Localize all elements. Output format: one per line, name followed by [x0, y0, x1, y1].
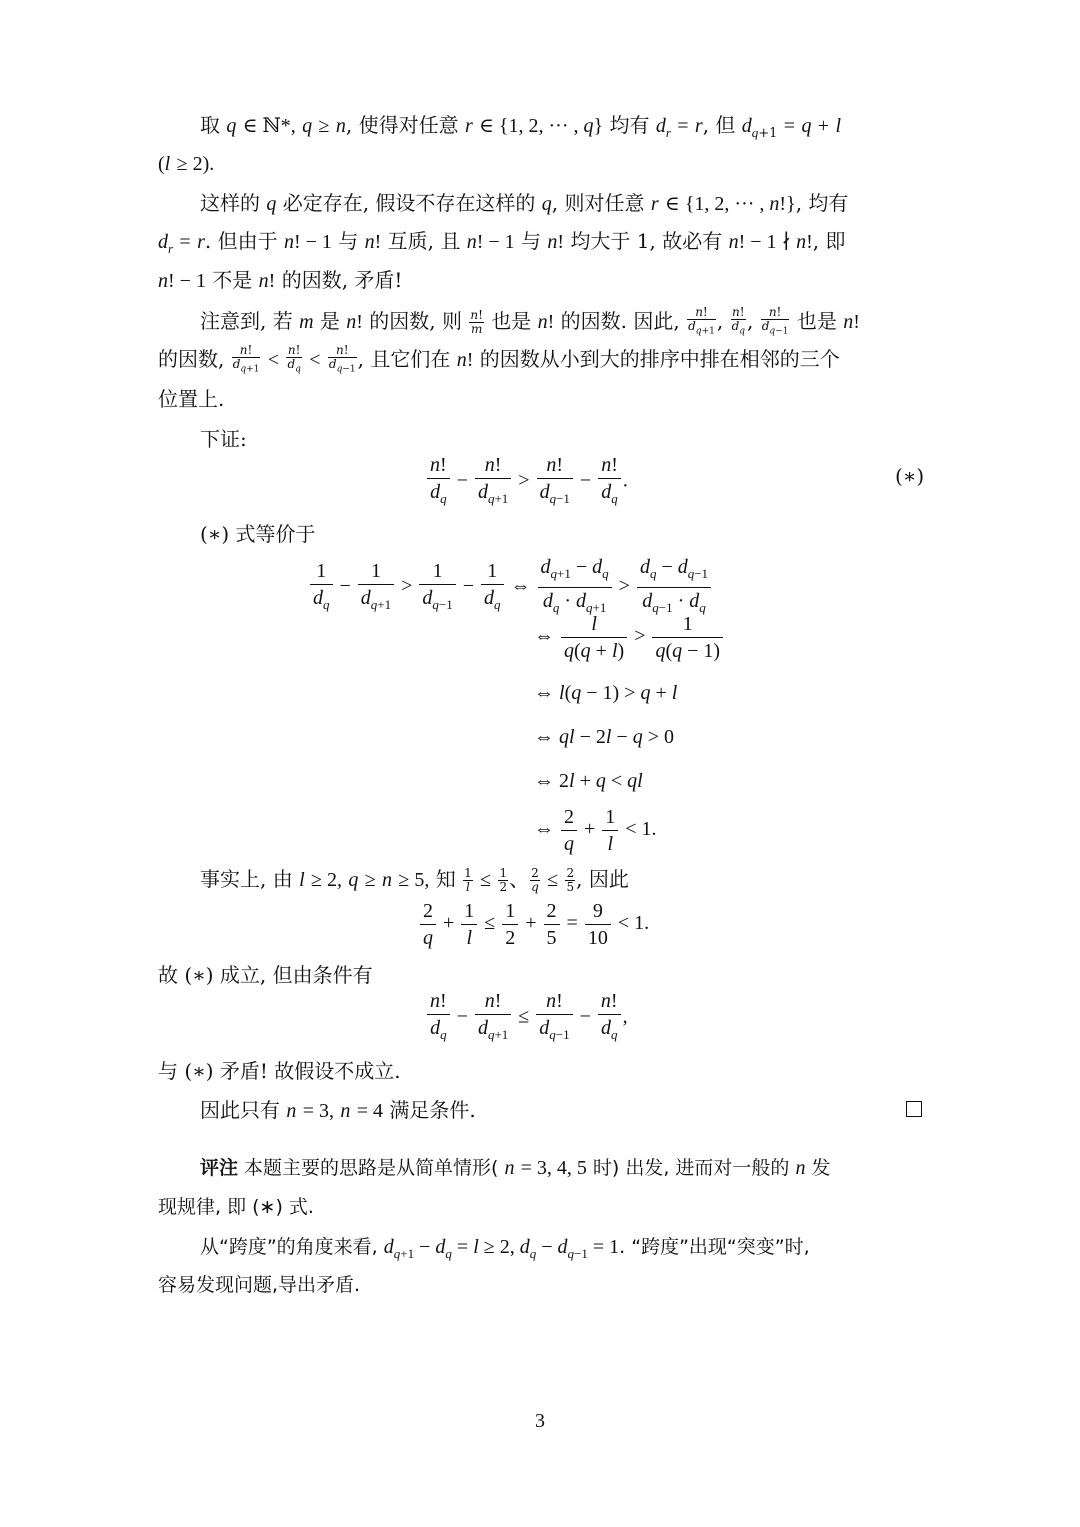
conclusion-line: 因此只有 n = 3, n = 4 满足条件.: [200, 1098, 476, 1122]
star-equivalent-label: (∗) 式等价于: [200, 522, 316, 546]
xia-zheng: 下证:: [200, 427, 247, 451]
page-number: 3: [535, 1410, 545, 1432]
para2-line1: 这样的 q 必定存在, 假设不存在这样的 q, 则对任意 r ∈ {1, 2, ··· , n!}, 均有: [200, 191, 849, 215]
fact-line: 事实上, 由 l ≥ 2, q ≥ n ≥ 5, 知 $\frac{1}{l}$ ≤ $\frac{1}{2}$ 、 $\frac{2}{q}$ ≤ $\frac{2}{5}$ , 因此: [200, 866, 629, 894]
para3-line3: 位置上.: [158, 387, 225, 411]
equiv-line2: ⇔ $\frac{l}{q(q + l)}$ > $\frac{1}{q(q - 1)}$: [534, 611, 725, 664]
equiv-line3: ⇔ l(q − 1) > q + l: [534, 682, 678, 704]
star-equation: $\frac{n!}{d_q}$ − $\frac{n!}{d_{q+1}}$ > $\frac{n!}{d_{q-1}}$ − $\frac{n!}{d_q}$ .: [425, 452, 628, 512]
fact-equation: $\frac{2}{q}$ + $\frac{1}{l}$ ≤ $\frac{1}{2}$ + $\frac{2}{5}$ = $\frac{9}{10}$ < 1.: [418, 898, 649, 951]
condition-equation: $\frac{n!}{d_q}$ − $\frac{n!}{d_{q+1}}$ ≤ $\frac{n!}{d_{q-1}}$ − $\frac{n!}{d_q}$ ,: [425, 988, 628, 1048]
para3-line2: 的因数, $\frac{n!}{d_{q+1}}$ < $\frac{n!}{d_q}$ < $\frac{n!}{d_{q-1}}$ , 且它们在 n! 的因数从小到大的排序中排在相邻的三个: [158, 343, 840, 375]
para1-line1: 取 q ∈ ℕ*, q ≥ n, 使得对任意 r ∈ {1, 2, ··· , q} 均有 $d_r = r$, 但 $d_{q+1} = q + l$: [200, 113, 841, 141]
remark-line2: 现规律, 即 (∗) 式.: [158, 1196, 314, 1218]
remark-line4: 容易发现问题,导出矛盾.: [158, 1274, 361, 1296]
equiv-line6: ⇔ $\frac{2}{q}$ + $\frac{1}{l}$ < 1.: [534, 806, 657, 855]
remark-line3: 从“跨度”的角度来看, $d_{q+1} - d_q = l \ge 2$, $d_q - d_{q-1} = 1$. “跨度”出现“突变”时,: [200, 1236, 810, 1261]
remark-line1: 评注 本题主要的思路是从简单情形( n = 3, 4, 5 时) 出发, 进而对一般的 n 发: [200, 1157, 831, 1179]
so-line: 故 (∗) 成立, 但由条件有: [158, 963, 373, 987]
equation-tag: (∗): [895, 464, 925, 488]
equiv-line1: $\frac{1}{d_q}$ − $\frac{1}{d_{q+1}}$ > $\frac{1}{d_{q-1}}$ − $\frac{1}{d_q}$ ⇔ $\frac{d_{q+1} - d_q}{d_q \cdot d_{q+1}}$ > $\frac{d_q - d_{q-1}}{d_{q-1} \cdot d_q}$: [308, 554, 713, 621]
qed-box-icon: [906, 1101, 922, 1117]
contradiction-line: 与 (∗) 矛盾! 故假设不成立.: [158, 1059, 401, 1083]
equiv-line5: ⇔ 2l + q < ql: [534, 770, 643, 792]
equiv-line4: ⇔ ql − 2l − q > 0: [534, 726, 674, 748]
para3-line1: 注意到, 若 m 是 n! 的因数, 则 $\frac{n!}{m}$ 也是 n! 的因数. 因此, $\frac{n!}{d_{q+1}}$ , $\frac{n!}{d_q}$ , $\frac{n!}{d_{q-1}}$ 也是 n!: [200, 305, 860, 337]
para2-line2: $d_r = r$. 但由于 n! − 1 与 n! 互质, 且 n! − 1 与 n! 均大于 1, 故必有 n! − 1 ∤ n!, 即: [158, 229, 846, 256]
para1-line2: (l ≥ 2).: [158, 153, 215, 175]
para2-line3: n! − 1 不是 n! 的因数, 矛盾!: [158, 268, 403, 292]
